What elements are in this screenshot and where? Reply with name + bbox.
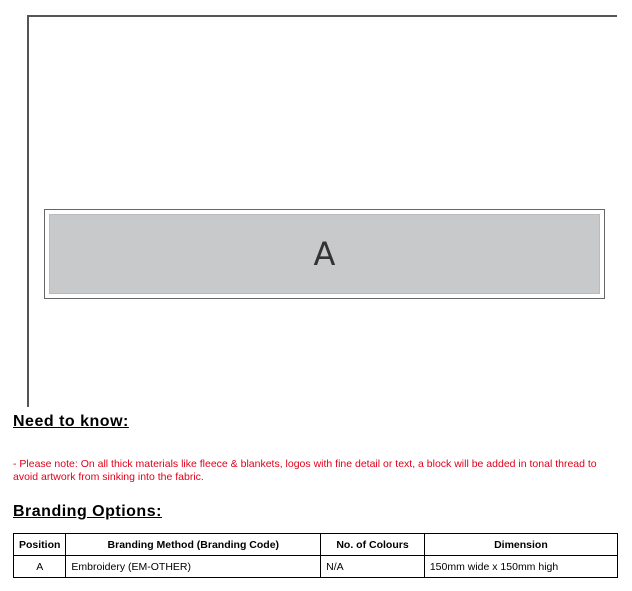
branding-zone-area xyxy=(49,214,600,294)
zone-letter: A xyxy=(313,235,336,273)
header-position: Position xyxy=(14,534,66,556)
branding-options-table xyxy=(13,533,618,578)
header-no-of-colours: No. of Colours xyxy=(321,534,425,556)
header-dimension: Dimension xyxy=(424,534,617,556)
frame-top-line xyxy=(27,15,617,17)
table-row xyxy=(14,556,618,578)
cell-no-of-colours: N/A xyxy=(321,556,425,578)
branding-options-heading: Branding Options: xyxy=(13,503,162,520)
thick-material-note: - Please note: On all thick materials like fleece & blankets, logos with fine detail or text, a block will be added in tonal thread to avoid artwork from sinking into the fabric. xyxy=(13,458,597,483)
branding-zone xyxy=(44,209,605,299)
frame-left-line xyxy=(27,15,29,407)
cell-branding-method: Embroidery (EM-OTHER) xyxy=(66,556,321,578)
cell-position: A xyxy=(14,556,66,578)
table-header-row xyxy=(14,534,618,556)
cell-dimension: 150mm wide x 150mm high xyxy=(424,556,617,578)
header-branding-method: Branding Method (Branding Code) xyxy=(66,534,321,556)
need-to-know-heading: Need to know: xyxy=(13,413,129,430)
